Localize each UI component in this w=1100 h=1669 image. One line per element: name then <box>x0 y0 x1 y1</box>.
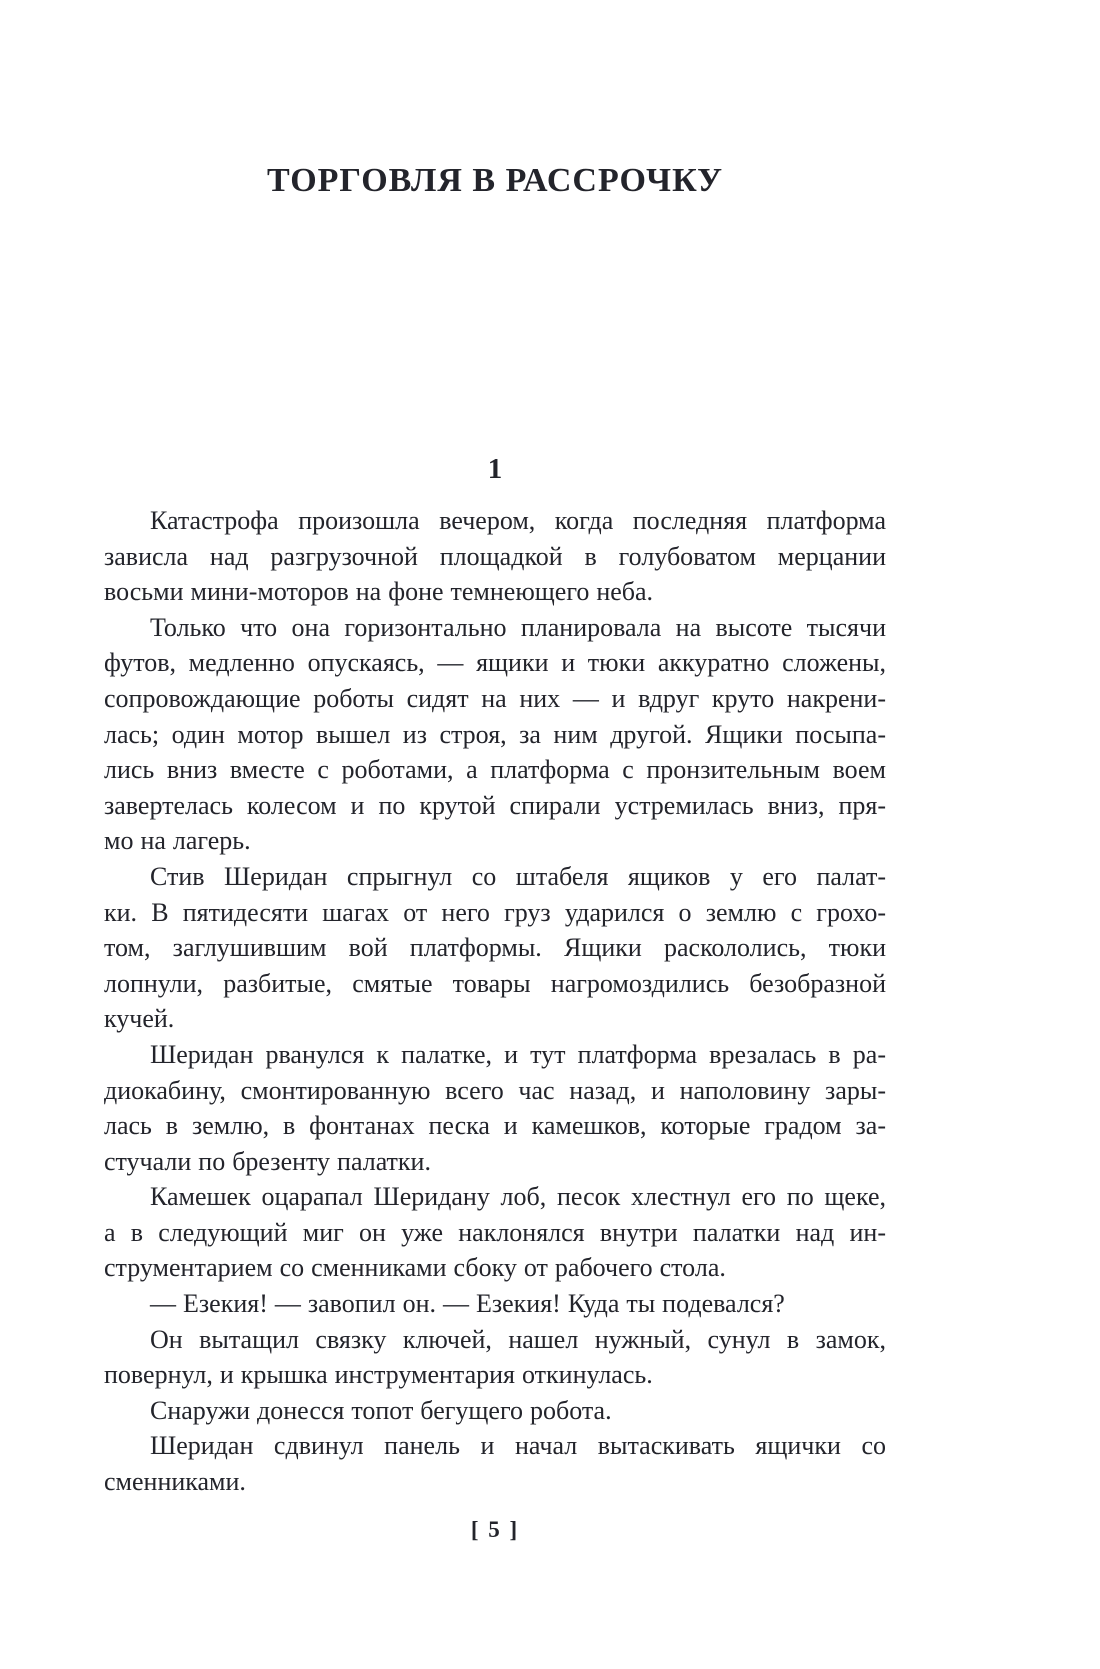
text-line: струментарием со сменниками сбоку от рабочего стола. <box>104 1253 726 1283</box>
paragraph <box>104 1286 886 1322</box>
text-line: Он вытащил связку ключей, нашел нужный, сунул в замок, <box>150 1324 886 1354</box>
text-line: Стив Шеридан спрыгнул со штабеля ящиков у его палат- <box>150 861 886 891</box>
text-line: зависла над разгрузочной площадкой в голубоватом мерцании <box>104 541 886 571</box>
paragraph <box>104 859 886 1037</box>
text-line: Катастрофа произошла вечером, когда последняя платформа <box>150 506 886 535</box>
text-line: лась; один мотор вышел из строя, за ним другой. Ящики посыпа- <box>104 719 886 749</box>
text-line: Снаружи донесся топот бегущего робота. <box>150 1395 612 1425</box>
text-line: сопровождающие роботы сидят на них — и вдруг круто накрени- <box>104 683 886 713</box>
chapter-title: ТОРГОВЛЯ В РАССРОЧКУ <box>266 162 724 199</box>
text-line: ки. В пятидесяти шагах от него груз ударился о землю с грохо- <box>104 897 886 927</box>
text-line: Шеридан сдвинул панель и начал вытаскивать ящички со <box>150 1431 886 1461</box>
section-number: 1 <box>487 453 503 485</box>
text-line: лись вниз вместе с роботами, а платформа с пронзительным воем <box>104 755 886 785</box>
text-line: том, заглушившим вой платформы. Ящики раскололись, тюки <box>104 933 886 963</box>
page-number: [ 5 ] <box>470 1517 520 1542</box>
text-line: сменниками. <box>104 1467 246 1497</box>
text-line: Шеридан рванулся к палатке, и тут платформа врезалась в ра- <box>150 1039 886 1069</box>
paragraph <box>104 503 886 610</box>
text-line: лопнули, разбитые, смятые товары нагромоздились безобразной <box>104 968 886 998</box>
text-line: завертелась колесом и по крутой спирали устремилась вниз, пря- <box>104 790 886 820</box>
text-line: лась в землю, в фонтанах песка и камешков, которые градом за- <box>104 1111 886 1141</box>
text-line: а в следующий миг он уже наклонялся внутри палатки над ин- <box>104 1217 886 1247</box>
body-text <box>104 503 886 1500</box>
paragraph <box>104 1037 886 1179</box>
text-line: восьми мини-моторов на фоне темнеющего неба. <box>104 577 654 607</box>
text-line: мо на лагерь. <box>104 826 251 856</box>
paragraph <box>104 1428 886 1499</box>
paragraph <box>104 1322 886 1393</box>
text-line: диокабину, смонтированную всего час назад, и наполовину зары- <box>104 1075 886 1105</box>
text-line: кучей. <box>104 1004 175 1034</box>
text-line: — Езекия! — завопил он. — Езекия! Куда ты подевался? <box>150 1289 785 1319</box>
text-line: Только что она горизонтально планировала на высоте тысячи <box>150 612 886 642</box>
text-line: футов, медленно опускаясь, — ящики и тюки аккуратно сложены, <box>104 648 886 678</box>
text-line: стучали по брезенту палатки. <box>104 1146 431 1176</box>
paragraph <box>104 1179 886 1286</box>
text-line: повернул, и крышка инструментария откинулась. <box>104 1360 653 1390</box>
paragraph <box>104 1393 886 1429</box>
text-line: Камешек оцарапал Шеридану лоб, песок хлестнул его по щеке, <box>150 1182 886 1212</box>
paragraph <box>104 610 886 859</box>
